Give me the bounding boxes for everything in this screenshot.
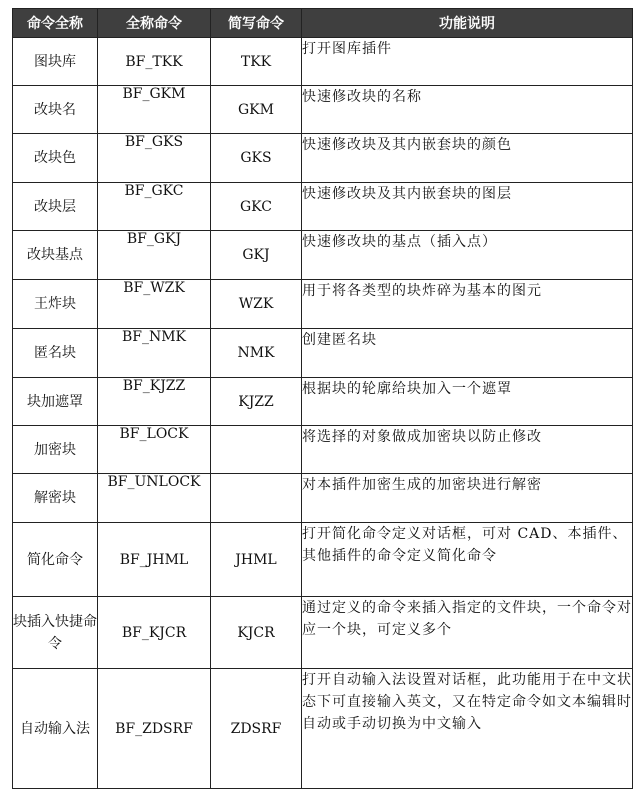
cell-short-command: GKM [211,86,302,134]
cell-full-command: BF_GKC [98,183,211,231]
cell-full-command: BF_GKJ [98,231,211,280]
table-row [13,38,633,86]
cell-description: 创建匿名块 [302,329,633,378]
cell-short-command [211,426,302,474]
cell-full-command: BF_ZDSRF [98,669,211,789]
cell-description: 打开自动输入法设置对话框，此功能用于在中文状态下可直接输入英文，又在特定命令如文本编辑时自动或手动切换为中文输入 [302,669,633,789]
cell-description: 通过定义的命令来插入指定的文件块，一个命令对应一个块，可定义多个 [302,597,633,669]
header-command-name: 命令全称 [13,9,98,38]
cell-full-command: BF_NMK [98,329,211,378]
cell-command-name: 王炸块 [13,280,98,329]
table-row [13,329,633,378]
cell-command-name: 块插入快捷命令 [13,597,98,669]
cell-full-command: BF_LOCK [98,426,211,474]
cell-description: 打开简化命令定义对话框，可对 CAD、本插件、其他插件的命令定义简化命令 [302,523,633,597]
cell-command-name: 加密块 [13,426,98,474]
cell-full-command: BF_UNLOCK [98,474,211,523]
table-row [13,426,633,474]
cell-command-name: 匿名块 [13,329,98,378]
cell-command-name: 图块库 [13,38,98,86]
cell-short-command [211,474,302,523]
cell-short-command: JHML [211,523,302,597]
cell-description: 快速修改块的名称 [302,86,633,134]
cell-description: 用于将各类型的块炸碎为基本的图元 [302,280,633,329]
cell-command-name: 简化命令 [13,523,98,597]
cell-short-command: GKC [211,183,302,231]
cell-full-command: BF_WZK [98,280,211,329]
cell-short-command: KJCR [211,597,302,669]
table-row [13,523,633,597]
header-row [13,9,633,38]
cell-short-command: GKJ [211,231,302,280]
cell-full-command: BF_KJCR [98,597,211,669]
cell-short-command: TKK [211,38,302,86]
cell-command-name: 改块色 [13,134,98,183]
table-row [13,86,633,134]
cell-description: 对本插件加密生成的加密块进行解密 [302,474,633,523]
cell-short-command: GKS [211,134,302,183]
cell-description: 将选择的对象做成加密块以防止修改 [302,426,633,474]
table-row [13,378,633,426]
cell-short-command: WZK [211,280,302,329]
table-row [13,134,633,183]
cell-description: 快速修改块及其内嵌套块的颜色 [302,134,633,183]
cell-command-name: 改块层 [13,183,98,231]
cell-command-name: 块加遮罩 [13,378,98,426]
table-row [13,669,633,789]
cell-description: 快速修改块的基点（插入点） [302,231,633,280]
cell-short-command: NMK [211,329,302,378]
table-row [13,597,633,669]
cell-command-name: 改块名 [13,86,98,134]
cell-command-name: 改块基点 [13,231,98,280]
table-row [13,280,633,329]
header-description: 功能说明 [302,9,633,38]
header-short-command: 简写命令 [211,9,302,38]
cell-full-command: BF_JHML [98,523,211,597]
cell-short-command: KJZZ [211,378,302,426]
cell-short-command: ZDSRF [211,669,302,789]
header-full-command: 全称命令 [98,9,211,38]
table-row [13,183,633,231]
command-table [12,8,633,789]
cell-description: 快速修改块及其内嵌套块的图层 [302,183,633,231]
cell-full-command: BF_GKS [98,134,211,183]
cell-full-command: BF_KJZZ [98,378,211,426]
table-row [13,474,633,523]
cell-description: 打开图库插件 [302,38,633,86]
cell-command-name: 自动输入法 [13,669,98,789]
cell-description: 根据块的轮廓给块加入一个遮罩 [302,378,633,426]
cell-full-command: BF_GKM [98,86,211,134]
table-row [13,231,633,280]
cell-command-name: 解密块 [13,474,98,523]
cell-full-command: BF_TKK [98,38,211,86]
